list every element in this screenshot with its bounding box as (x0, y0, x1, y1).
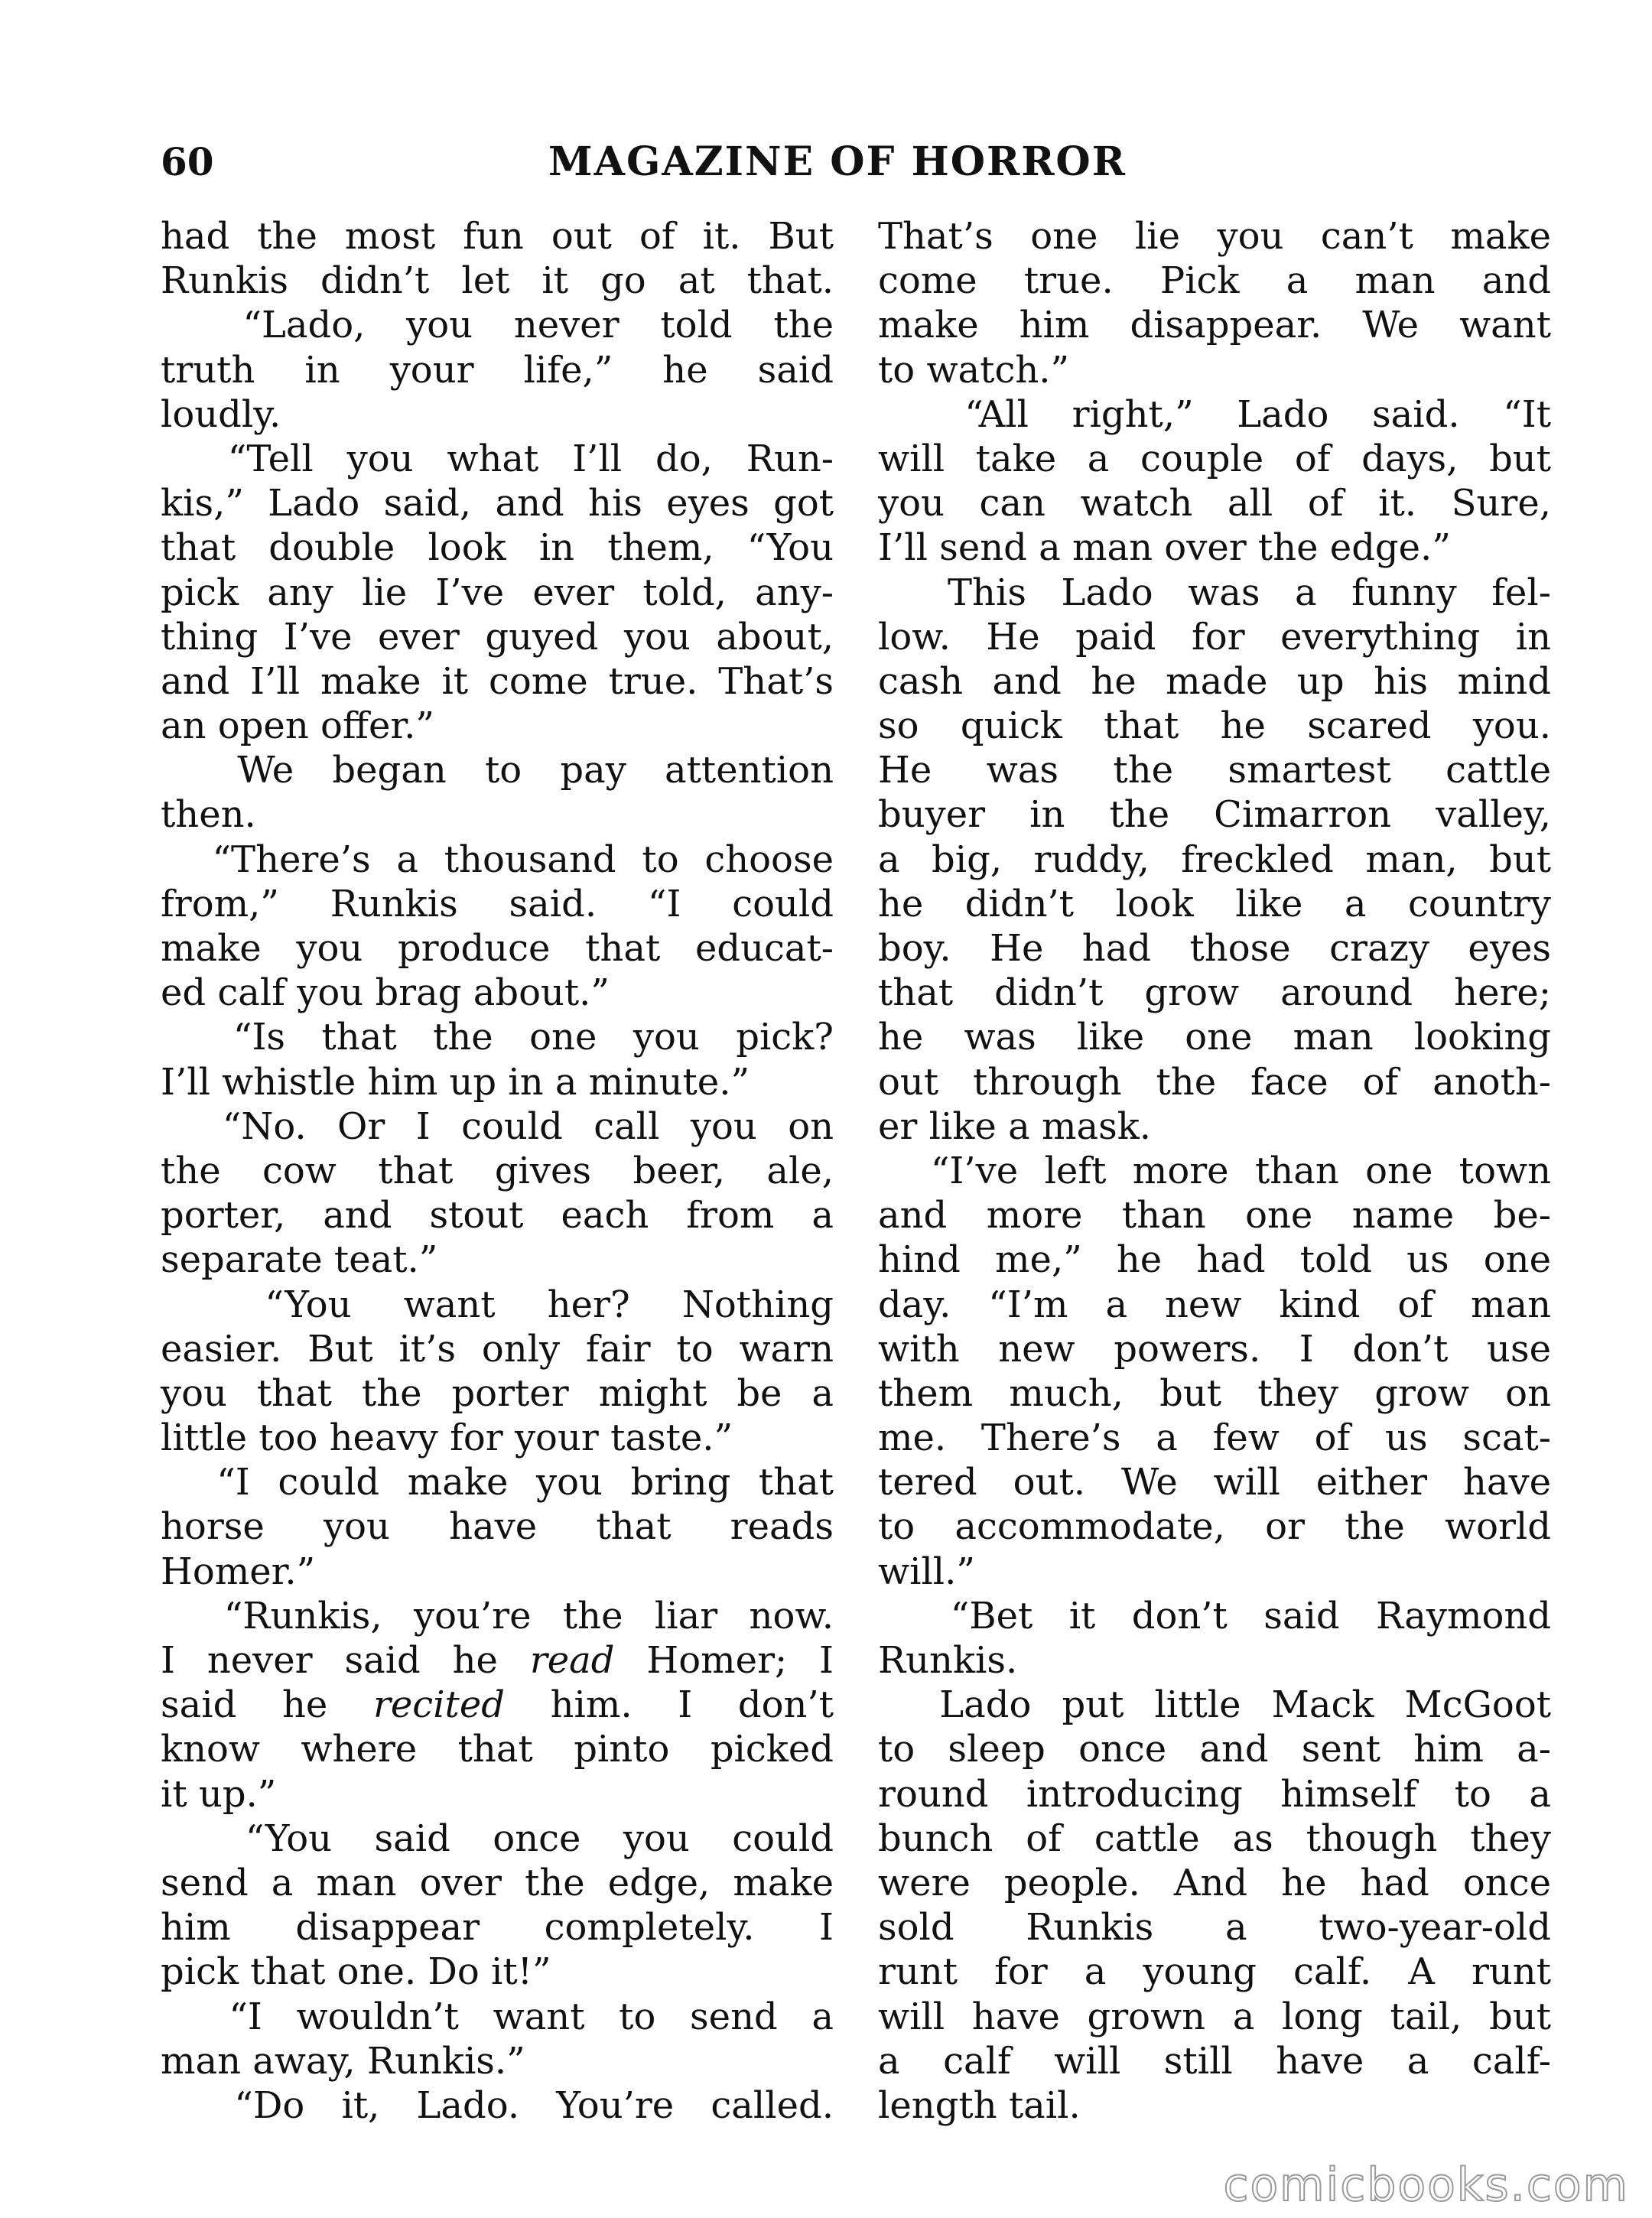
text-line: will take a couple of days, but (878, 437, 1551, 480)
text-line: then. (161, 793, 256, 837)
text-line: horse you have that reads (161, 1505, 834, 1549)
text-line: low. He paid for everything in (878, 615, 1551, 659)
text-line: me. There’s a few of us scat- (878, 1416, 1551, 1460)
text-line: will.” (878, 1550, 975, 1593)
text-line: day. “I’m a new kind of man (878, 1283, 1551, 1326)
text-line: a big, ruddy, freckled man, but (878, 837, 1551, 881)
text-line: “All right,” Lado said. “It (878, 392, 1551, 436)
text-line: that didn’t grow around here; (878, 971, 1551, 1015)
text-line: that double look in them, “You (161, 526, 834, 570)
text-line: kis,” Lado said, and his eyes got (161, 482, 834, 525)
text-line: tered out. We will either have (878, 1461, 1551, 1504)
text-line: will have grown a long tail, but (878, 1995, 1551, 2038)
text-line: and more than one name be- (878, 1194, 1551, 1237)
text-line: come true. Pick a man and (878, 259, 1551, 303)
text-line: to sleep once and sent him a- (878, 1728, 1551, 1771)
text-line: bunch of cattle as though they (878, 1816, 1551, 1860)
text-line: know where that pinto picked (161, 1728, 834, 1771)
text-line: runt for a young calf. A runt (878, 1950, 1551, 1994)
text-line: out through the face of anoth- (878, 1060, 1551, 1104)
text-line: “Runkis, you’re the liar now. (161, 1594, 834, 1637)
text-line: “You said once you could (161, 1816, 834, 1860)
text-line: round introducing himself to a (878, 1772, 1551, 1816)
text-line: man away, Runkis.” (161, 2039, 525, 2083)
text-line: truth in your life,” he said (161, 348, 834, 392)
text-line: from,” Runkis said. “I could (161, 882, 834, 925)
text-line: thing I’ve ever guyed you about, (161, 615, 834, 659)
text-line: porter, and stout each from a (161, 1194, 834, 1237)
text-line: He was the smartest cattle (878, 749, 1551, 792)
text-line: you can watch all of it. Sure, (878, 482, 1551, 525)
text-column-right (878, 214, 1551, 2128)
text-line: pick any lie I’ve ever told, any- (161, 571, 834, 614)
text-line: sold Runkis a two-year-old (878, 1906, 1551, 1950)
text-line: I never said he read Homer; I (161, 1639, 834, 1682)
text-line: “Is that the one you pick? (161, 1016, 834, 1059)
text-line: he didn’t look like a country (878, 882, 1551, 925)
text-line: he was like one man looking (878, 1016, 1551, 1059)
text-line: Lado put little Mack McGoot (878, 1683, 1551, 1727)
text-line: it up.” (161, 1772, 277, 1816)
text-line: hind me,” he had told us one (878, 1238, 1551, 1282)
text-line: send a man over the edge, make (161, 1861, 834, 1904)
text-line: “Tell you what I’ll do, Run- (161, 437, 834, 480)
text-line: had the most fun out of it. But (161, 215, 834, 258)
text-line: We began to pay attention (161, 749, 834, 792)
text-line: That’s one lie you can’t make (878, 215, 1551, 258)
text-line: I’ll whistle him up in a minute.” (161, 1060, 750, 1104)
text-line: Homer.” (161, 1550, 316, 1593)
text-line: “There’s a thousand to choose (161, 837, 834, 881)
text-line: “I wouldn’t want to send a (161, 1995, 834, 2038)
text-line: a calf will still have a calf- (878, 2039, 1551, 2083)
text-line: make him disappear. We want (878, 304, 1551, 347)
text-line: Runkis didn’t let it go at that. (161, 259, 834, 303)
text-line: cash and he made up his mind (878, 659, 1551, 703)
text-line: This Lado was a funny fel- (878, 571, 1551, 614)
text-line: an open offer.” (161, 704, 434, 748)
text-line: loudly. (161, 392, 281, 436)
text-line: to accommodate, or the world (878, 1505, 1551, 1549)
text-line: Runkis. (878, 1639, 1018, 1682)
text-line: “No. Or I could call you on (161, 1104, 834, 1148)
text-line: make you produce that educat- (161, 927, 834, 970)
text-line: you that the porter might be a (161, 1371, 834, 1415)
text-line: to watch.” (878, 348, 1070, 392)
text-line: the cow that gives beer, ale, (161, 1149, 834, 1192)
text-line: “I’ve left more than one town (878, 1149, 1551, 1192)
text-line: “Bet it don’t said Raymond (878, 1594, 1551, 1637)
watermark: comicbooks.com (1223, 2158, 1629, 2212)
text-line: boy. He had those crazy eyes (878, 927, 1551, 970)
text-line: pick that one. Do it!” (161, 1950, 551, 1994)
text-line: ed calf you brag about.” (161, 971, 610, 1015)
text-column-left (161, 214, 834, 2128)
text-line: them much, but they grow on (878, 1371, 1551, 1415)
text-line: “You want her? Nothing (161, 1283, 834, 1326)
text-line: length tail. (878, 2083, 1081, 2127)
text-line: with new powers. I don’t use (878, 1327, 1551, 1371)
text-line: buyer in the Cimarron valley, (878, 793, 1551, 837)
running-head: MAGAZINE OF HORROR (548, 138, 1127, 185)
text-line: I’ll send a man over the edge.” (878, 526, 1451, 570)
text-line: easier. But it’s only fair to warn (161, 1327, 834, 1371)
text-line: “Lado, you never told the (161, 304, 834, 347)
page-number: 60 (161, 139, 214, 184)
text-line: little too heavy for your taste.” (161, 1416, 733, 1460)
text-line: er like a mask. (878, 1104, 1152, 1148)
text-line: “I could make you bring that (161, 1461, 834, 1504)
text-line: said he recited him. I don’t (161, 1683, 834, 1727)
text-line: and I’ll make it come true. That’s (161, 659, 834, 703)
text-line: were people. And he had once (878, 1861, 1551, 1904)
text-line: him disappear completely. I (161, 1906, 834, 1950)
text-line: separate teat.” (161, 1238, 438, 1282)
text-line: so quick that he scared you. (878, 704, 1551, 748)
text-line: “Do it, Lado. You’re called. (161, 2083, 834, 2127)
page-header (161, 132, 1514, 193)
